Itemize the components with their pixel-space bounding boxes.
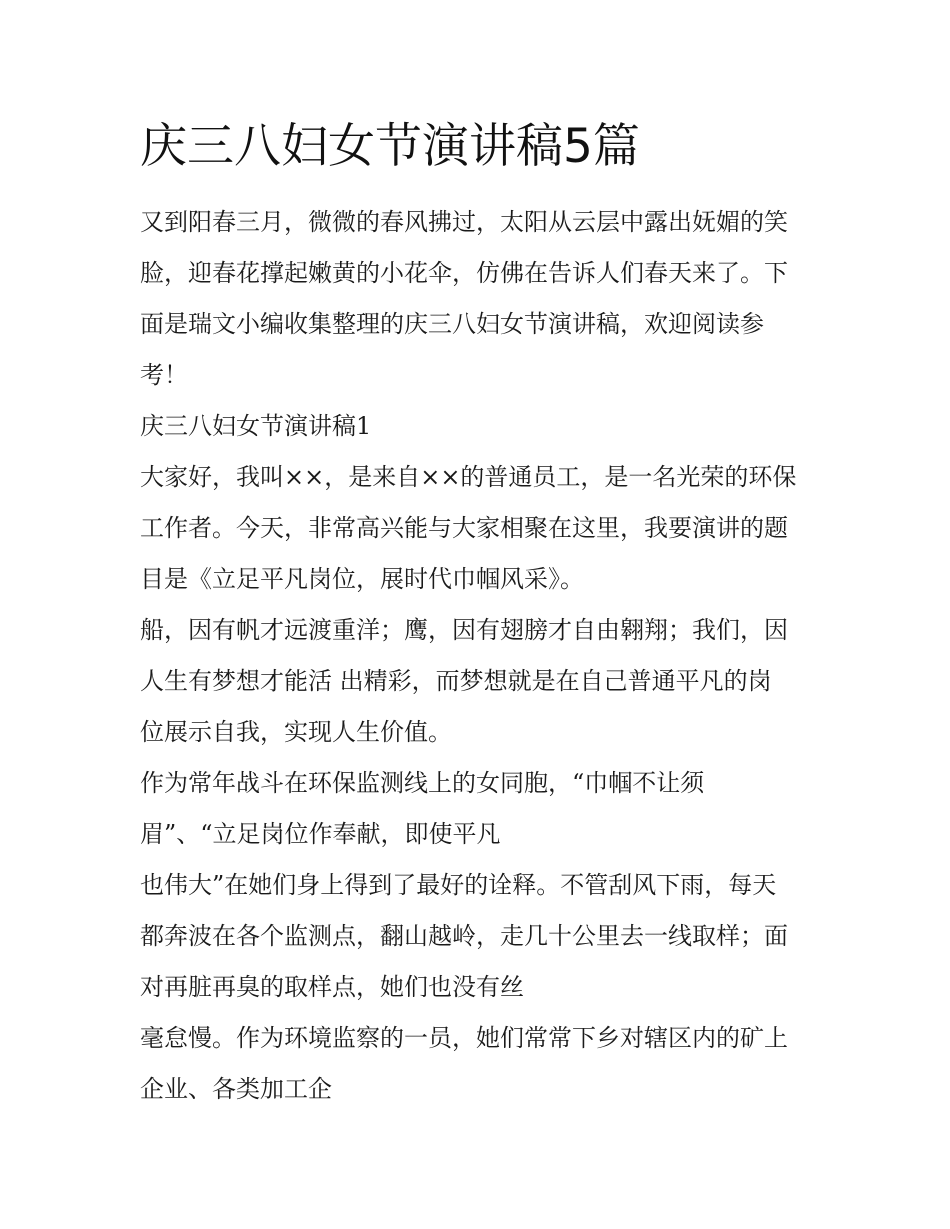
body-line: 位展示自我，实现人生价值。: [140, 718, 452, 746]
body-line: 考！: [140, 361, 188, 389]
body-line: 工作者。今天，非常高兴能与大家相聚在这里，我要演讲的题: [140, 514, 788, 542]
document-title: 庆三八妇女节演讲稿5篇: [140, 119, 640, 174]
body-line: 毫怠慢。作为环境监察的一员，她们常常下乡对辖区内的矿上: [140, 1024, 788, 1052]
body-line: 都奔波在各个监测点，翻山越岭，走几十公里去一线取样；面: [140, 922, 788, 950]
body-line: 船，因有帆才远渡重洋；鹰，因有翅膀才自由翱翔；我们，因: [140, 616, 788, 644]
body-line: 脸，迎春花撑起嫩黄的小花伞，仿佛在告诉人们春天来了。下: [140, 259, 788, 287]
body-line: 人生有梦想才能活 出精彩，而梦想就是在自己普通平凡的岗: [140, 667, 772, 695]
body-line: 作为常年战斗在环保监测线上的女同胞，“巾帼不让须: [140, 769, 705, 797]
body-line: 眉”、“立足岗位作奉献，即使平凡: [140, 820, 501, 848]
section-heading: 庆三八妇女节演讲稿1: [140, 412, 372, 440]
body-line: 企业、各类加工企: [140, 1075, 332, 1103]
body-line: 对再脏再臭的取样点，她们也没有丝: [140, 973, 524, 1001]
body-line: 大家好，我叫××，是来自××的普通员工，是一名光荣的环保: [140, 463, 797, 491]
body-line: 也伟大”在她们身上得到了最好的诠释。不管刮风下雨，每天: [140, 871, 777, 899]
body-line: 目是《立足平凡岗位，展时代巾帼风采》。: [140, 565, 584, 593]
body-line: 面是瑞文小编收集整理的庆三八妇女节演讲稿，欢迎阅读参: [140, 310, 764, 338]
body-line: 又到阳春三月，微微的春风拂过，太阳从云层中露出妩媚的笑: [140, 208, 788, 236]
